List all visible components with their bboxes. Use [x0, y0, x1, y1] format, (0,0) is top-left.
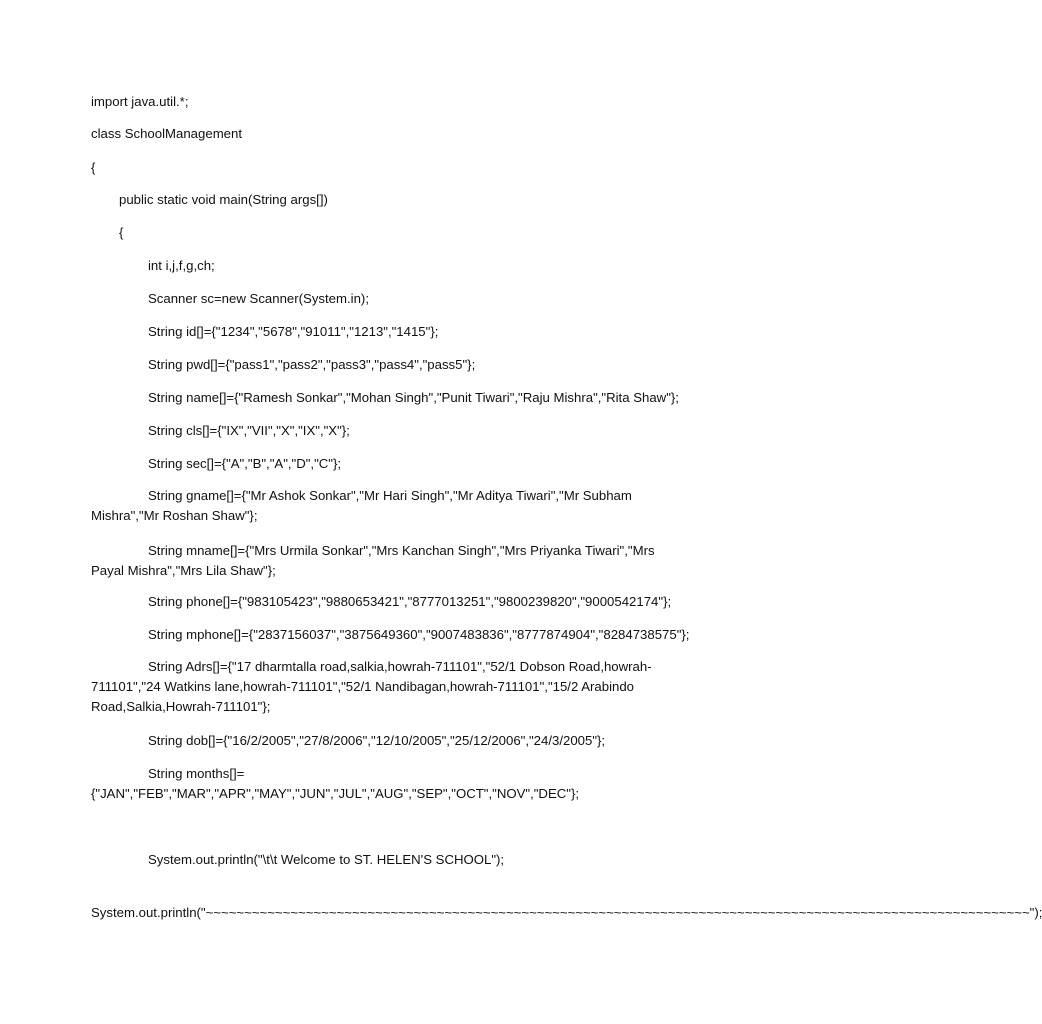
code-line-sec-array: String sec[]={"A","B","A","D","C"};: [148, 456, 342, 471]
code-line-mphone-array: String mphone[]={"2837156037","3875649360","9007483836","8777874904","8284738575"};: [148, 627, 690, 642]
code-line-gname-array: String gname[]={"Mr Ashok Sonkar","Mr Hari Singh","Mr Aditya Tiwari","Mr Subham Mishra","Mr Roshan Shaw"};: [91, 488, 632, 523]
code-line-open-brace-main: {: [119, 225, 124, 240]
code-line-phone-array: String phone[]={"983105423","9880653421","8777013251","9800239820","9000542174"};: [148, 594, 672, 609]
code-line-welcome-print: System.out.println("\t\t Welcome to ST. HELEN'S SCHOOL");: [148, 852, 505, 867]
code-line-open-brace-class: {: [91, 160, 96, 175]
code-line-id-array: String id[]={"1234","5678","91011","1213","1415"};: [148, 324, 439, 339]
code-line-mname-array: String mname[]={"Mrs Urmila Sonkar","Mrs Kanchan Singh","Mrs Priyanka Tiwari","Mrs Payal Mishra","Mrs Lila Shaw"};: [91, 543, 655, 578]
code-line-name-array: String name[]={"Ramesh Sonkar","Mohan Singh","Punit Tiwari","Raju Mishra","Rita Shaw"};: [148, 390, 679, 405]
code-line-class-declaration: class SchoolManagement: [91, 126, 243, 141]
code-line-main-method: public static void main(String args[]): [119, 192, 328, 207]
code-line-dob-array: String dob[]={"16/2/2005","27/8/2006","12/10/2005","25/12/2006","24/3/2005"};: [148, 733, 606, 748]
code-line-import: import java.util.*;: [91, 94, 189, 109]
code-line-divider-print: System.out.println("~~~~~~~~~~~~~~~~~~~~~~~~~~~~~~~~~~~~~~~~~~~~~~~~~~~~~~~~~~~~~~~~~~~~~~~~~~~~~~~~~~~~~~~~~~~~~~~~~~~~~~~~~~~");: [91, 905, 1042, 920]
code-line-int-vars: int i,j,f,g,ch;: [148, 258, 215, 273]
code-line-scanner: Scanner sc=new Scanner(System.in);: [148, 291, 369, 306]
code-line-months-array: String months[]={"JAN","FEB","MAR","APR","MAY","JUN","JUL","AUG","SEP","OCT","NOV","DEC"};: [91, 766, 580, 801]
code-line-adrs-array: String Adrs[]={"17 dharmtalla road,salkia,howrah-711101","52/1 Dobson Road,howrah-711101","24 Watkins lane,howrah-711101","52/1 Nandibagan,howrah-711101","15/2 Arabindo Road,Salkia,Howrah-711101"};: [91, 659, 652, 714]
code-line-cls-array: String cls[]={"IX","VII","X","IX","X"};: [148, 423, 350, 438]
code-line-pwd-array: String pwd[]={"pass1","pass2","pass3","pass4","pass5"};: [148, 357, 476, 372]
